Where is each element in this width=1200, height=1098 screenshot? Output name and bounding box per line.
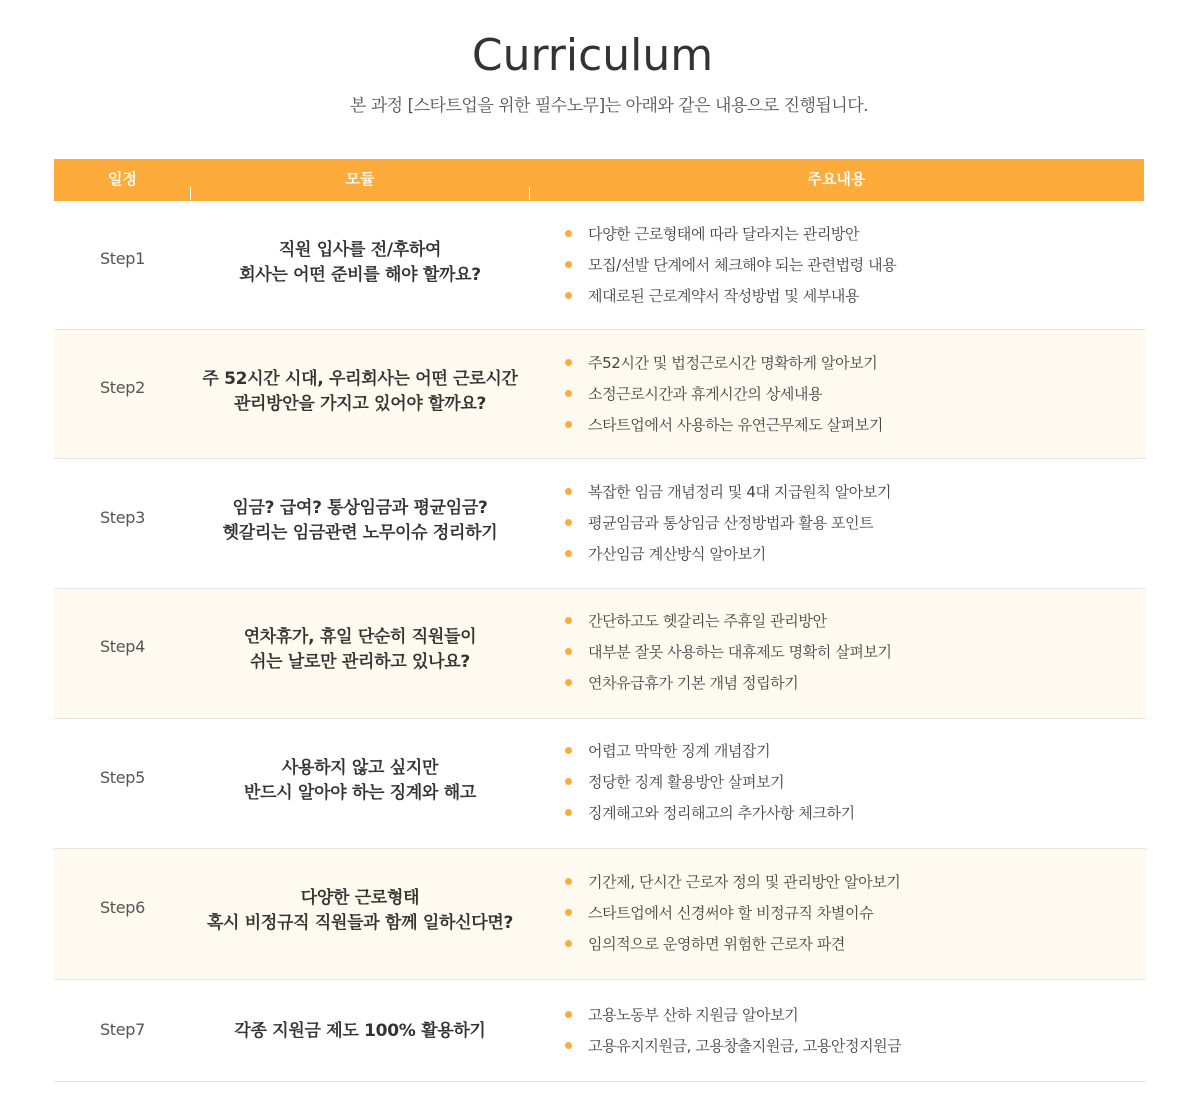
bullet-icon (565, 519, 572, 526)
bullet-icon (565, 940, 572, 947)
bullet-icon (565, 648, 572, 655)
module-title: 각종 지원금 제도 100% 활용하기 (234, 1021, 486, 1041)
column-header-content: 주요내용 (807, 170, 866, 188)
bullet-icon (565, 261, 572, 268)
table-row (54, 459, 1146, 589)
list-item: 징계해고와 정리해고의 추가사항 체크하기 (563, 801, 1123, 832)
list-item: 간단하고도 헷갈리는 주휴일 관리방안 (563, 609, 1123, 640)
curriculum-table (54, 159, 1146, 1082)
header-divider (529, 187, 530, 200)
content-list (563, 870, 1123, 963)
step-label: Step2 (99, 378, 146, 397)
list-item: 평균임금과 통상임금 산정방법과 활용 포인트 (563, 511, 1123, 542)
list-item: 임의적으로 운영하면 위험한 근로자 파견 (563, 932, 1123, 963)
list-item: 다양한 근로형태에 따라 달라지는 관리방안 (563, 222, 1123, 253)
list-item: 정당한 징계 활용방안 살펴보기 (563, 770, 1123, 801)
list-item: 소정근로시간과 휴게시간의 상세내용 (563, 382, 1123, 413)
module-title: 사용하지 않고 싶지만 반드시 알아야 하는 징계와 해고 (243, 758, 477, 803)
list-item: 주52시간 및 법정근로시간 명확하게 알아보기 (563, 351, 1123, 382)
column-header-module: 모듈 (345, 170, 375, 188)
bullet-icon (565, 809, 572, 816)
bullet-icon (565, 778, 572, 785)
bullet-icon (565, 550, 572, 557)
content-list (563, 351, 1123, 444)
step-label: Step7 (99, 1020, 146, 1039)
header-divider (190, 187, 191, 200)
bullet-icon (565, 909, 572, 916)
bullet-icon (565, 230, 572, 237)
step-label: Step3 (99, 508, 146, 527)
module-title: 주 52시간 시대, 우리회사는 어떤 근로시간 관리방안을 가지고 있어야 할까요? (202, 369, 518, 414)
module-title: 연차휴가, 휴일 단순히 직원들이 쉬는 날로만 관리하고 있나요? (243, 627, 477, 672)
list-item: 복잡한 임금 개념정리 및 4대 지급원칙 알아보기 (563, 480, 1123, 511)
table-row (54, 589, 1146, 719)
list-item: 연차유급휴가 기본 개념 정립하기 (563, 671, 1123, 702)
table-row (54, 849, 1146, 980)
table-row (54, 201, 1146, 330)
bullet-icon (565, 617, 572, 624)
table-row (54, 980, 1146, 1082)
list-item: 제대로된 근로계약서 작성방법 및 세부내용 (563, 284, 1123, 315)
content-list (563, 480, 1123, 573)
bullet-icon (565, 390, 572, 397)
step-label: Step5 (99, 768, 146, 787)
step-label: Step4 (99, 637, 146, 656)
list-item: 어렵고 막막한 징계 개념잡기 (563, 739, 1123, 770)
bullet-icon (565, 292, 572, 299)
column-header-schedule: 일정 (108, 170, 137, 188)
step-label: Step1 (99, 249, 146, 268)
table-header (54, 159, 1144, 201)
table-row (54, 330, 1146, 459)
list-item: 고용유지지원금, 고용창출지원금, 고용안정지원금 (563, 1034, 1123, 1065)
bullet-icon (565, 1042, 572, 1049)
list-item: 스타트업에서 신경써야 할 비정규직 차별이슈 (563, 901, 1123, 932)
bullet-icon (565, 1011, 572, 1018)
list-item: 스타트업에서 사용하는 유연근무제도 살펴보기 (563, 413, 1123, 444)
content-list (563, 739, 1123, 832)
bullet-icon (565, 488, 572, 495)
list-item: 가산임금 계산방식 알아보기 (563, 542, 1123, 573)
page-subtitle: 본 과정 [스타트업을 위한 필수노무]는 아래와 같은 내용으로 진행됩니다. (349, 96, 869, 116)
bullet-icon (565, 421, 572, 428)
content-list (563, 1003, 1123, 1065)
module-title: 다양한 근로형태 혹시 비정규직 직원들과 함께 일하신다면? (206, 888, 514, 933)
content-list (563, 609, 1123, 702)
bullet-icon (565, 359, 572, 366)
content-list (563, 222, 1123, 315)
table-row (54, 719, 1146, 849)
list-item: 대부분 잘못 사용하는 대휴제도 명확히 살펴보기 (563, 640, 1123, 671)
list-item: 모집/선발 단계에서 체크해야 되는 관련법령 내용 (563, 253, 1123, 284)
step-label: Step6 (99, 898, 146, 917)
list-item: 고용노동부 산하 지원금 알아보기 (563, 1003, 1123, 1034)
module-title: 임금? 급여? 통상임금과 평균임금? 헷갈리는 임금관련 노무이슈 정리하기 (222, 498, 498, 543)
bullet-icon (565, 679, 572, 686)
list-item: 기간제, 단시간 근로자 정의 및 관리방안 알아보기 (563, 870, 1123, 901)
bullet-icon (565, 747, 572, 754)
module-title: 직원 입사를 전/후하여 회사는 어떤 준비를 해야 할까요? (239, 240, 481, 285)
page-title: Curriculum (471, 30, 714, 81)
bullet-icon (565, 878, 572, 885)
